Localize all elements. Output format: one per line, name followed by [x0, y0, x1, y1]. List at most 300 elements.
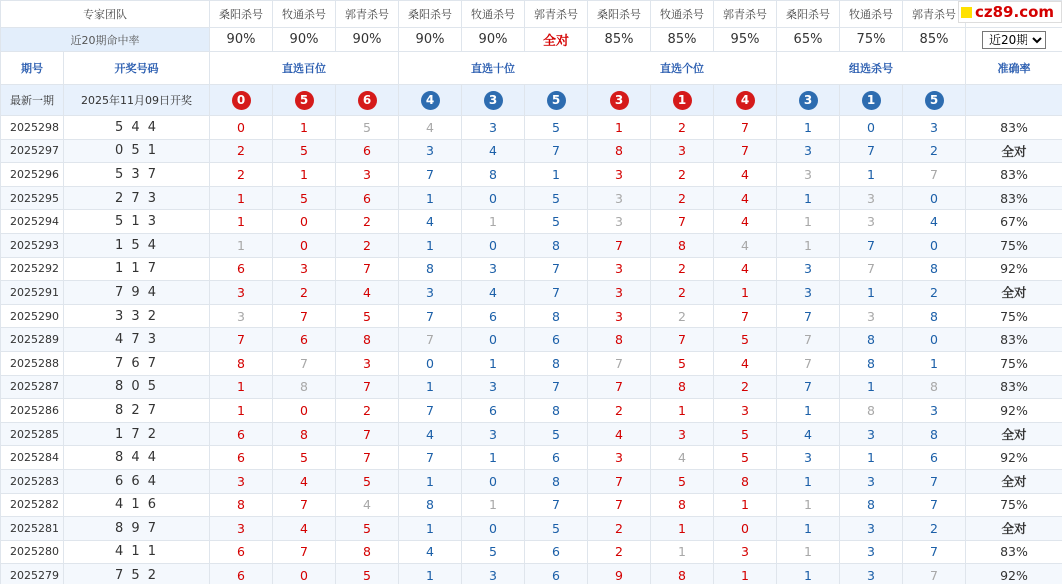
- kill-number-cell: 6: [525, 540, 588, 564]
- hit-rate: 85%: [651, 28, 714, 52]
- kill-number-cell: 3: [588, 186, 651, 210]
- kill-number-cell: 5: [651, 351, 714, 375]
- kill-number-cell: 2: [651, 186, 714, 210]
- draw-numbers: 4 1 6: [64, 493, 210, 517]
- draw-numbers: 3 3 2: [64, 304, 210, 328]
- kill-number-cell: 1: [777, 210, 840, 234]
- accuracy-cell: 83%: [966, 375, 1062, 399]
- draw-numbers: 7 5 2: [64, 564, 210, 584]
- kill-number-cell: 7: [588, 375, 651, 399]
- issue-number: 2025286: [1, 399, 64, 423]
- draw-numbers: 6 6 4: [64, 469, 210, 493]
- kill-number-cell: 7: [840, 233, 903, 257]
- latest-ball-cell: [462, 85, 525, 116]
- kill-number-cell: 5: [273, 139, 336, 163]
- kill-number-cell: 7: [525, 375, 588, 399]
- kill-number-cell: 5: [273, 446, 336, 470]
- column-header-row: [1, 52, 1062, 85]
- kill-number-cell: 3: [903, 399, 966, 423]
- expert-name: 牧通杀号: [273, 1, 336, 28]
- kill-number-cell: 3: [462, 257, 525, 281]
- latest-label: 最新一期: [1, 85, 64, 116]
- hit-rate: 85%: [903, 28, 966, 52]
- draw-numbers: 0 5 1: [64, 139, 210, 163]
- kill-number-cell: 1: [777, 233, 840, 257]
- kill-number-cell: 1: [210, 375, 273, 399]
- table-row: [1, 281, 1062, 305]
- kill-number-cell: 8: [651, 233, 714, 257]
- col-issue: 期号: [1, 52, 64, 85]
- kill-number-cell: 4: [777, 422, 840, 446]
- kill-number-cell: 3: [840, 469, 903, 493]
- kill-number-cell: 3: [651, 139, 714, 163]
- issue-number: 2025291: [1, 281, 64, 305]
- kill-number-cell: 7: [399, 163, 462, 187]
- hit-rate: 85%: [588, 28, 651, 52]
- kill-number-cell: 4: [714, 163, 777, 187]
- table-row: [1, 328, 1062, 352]
- issue-number: 2025293: [1, 233, 64, 257]
- kill-number-cell: 4: [336, 281, 399, 305]
- draw-numbers: 8 4 4: [64, 446, 210, 470]
- kill-number-cell: 5: [336, 517, 399, 541]
- kill-number-cell: 0: [399, 351, 462, 375]
- number-ball: 5: [295, 91, 314, 110]
- accuracy-cell: 75%: [966, 304, 1062, 328]
- latest-row: [1, 85, 1062, 116]
- issue-number: 2025298: [1, 116, 64, 140]
- kill-number-cell: 7: [399, 446, 462, 470]
- kill-number-cell: 0: [462, 328, 525, 352]
- kill-number-cell: 0: [273, 233, 336, 257]
- issue-number: 2025296: [1, 163, 64, 187]
- kill-number-cell: 3: [588, 304, 651, 328]
- table-row: [1, 116, 1062, 140]
- kill-number-cell: 1: [210, 210, 273, 234]
- kill-number-cell: 7: [399, 399, 462, 423]
- kill-number-cell: 4: [903, 210, 966, 234]
- kill-number-cell: 4: [588, 422, 651, 446]
- kill-number-cell: 5: [273, 186, 336, 210]
- kill-number-cell: 3: [588, 257, 651, 281]
- issue-number: 2025297: [1, 139, 64, 163]
- table-row: [1, 564, 1062, 584]
- kill-number-cell: 7: [336, 422, 399, 446]
- team-label: 专家团队: [1, 1, 210, 28]
- kill-number-cell: 3: [462, 116, 525, 140]
- col-units: 直选个位: [588, 52, 777, 85]
- kill-number-cell: 1: [840, 163, 903, 187]
- accuracy-cell: 83%: [966, 116, 1062, 140]
- kill-number-cell: 3: [210, 517, 273, 541]
- kill-number-cell: 8: [588, 139, 651, 163]
- kill-number-cell: 5: [714, 328, 777, 352]
- kill-number-cell: 2: [210, 163, 273, 187]
- draw-numbers: 2 7 3: [64, 186, 210, 210]
- kill-number-cell: 8: [525, 351, 588, 375]
- issue-number: 2025289: [1, 328, 64, 352]
- kill-number-cell: 3: [840, 517, 903, 541]
- table-row: [1, 375, 1062, 399]
- accuracy-cell: 92%: [966, 564, 1062, 584]
- draw-numbers: 5 4 4: [64, 116, 210, 140]
- kill-number-cell: 8: [714, 469, 777, 493]
- kill-number-cell: 4: [462, 139, 525, 163]
- period-select-cell: [966, 28, 1062, 52]
- kill-number-cell: 2: [651, 304, 714, 328]
- draw-numbers: 4 1 1: [64, 540, 210, 564]
- kill-number-cell: 7: [840, 257, 903, 281]
- latest-ball-cell: [336, 85, 399, 116]
- kill-number-cell: 4: [714, 233, 777, 257]
- kill-number-cell: 3: [210, 281, 273, 305]
- kill-number-cell: 0: [903, 328, 966, 352]
- kill-number-cell: 3: [210, 304, 273, 328]
- kill-number-cell: 7: [525, 493, 588, 517]
- table-row: [1, 233, 1062, 257]
- number-ball: 5: [925, 91, 944, 110]
- kill-number-cell: 7: [210, 328, 273, 352]
- kill-number-cell: 8: [840, 399, 903, 423]
- table-row: [1, 493, 1062, 517]
- accuracy-cell: 全对: [966, 139, 1062, 163]
- kill-number-cell: 7: [651, 328, 714, 352]
- kill-number-cell: 3: [840, 540, 903, 564]
- kill-number-cell: 6: [336, 186, 399, 210]
- expert-row: [1, 1, 1062, 28]
- kill-number-cell: 8: [651, 564, 714, 584]
- latest-ball-cell: [840, 85, 903, 116]
- kill-number-cell: 1: [399, 375, 462, 399]
- kill-number-cell: 3: [336, 163, 399, 187]
- accuracy-cell: 92%: [966, 446, 1062, 470]
- kill-number-cell: 1: [714, 564, 777, 584]
- latest-ball-cell: [273, 85, 336, 116]
- kill-number-cell: 0: [714, 517, 777, 541]
- latest-date: 2025年11月09日开奖: [64, 85, 210, 116]
- accuracy-cell: 83%: [966, 163, 1062, 187]
- kill-number-cell: 0: [840, 116, 903, 140]
- kill-number-cell: 2: [903, 139, 966, 163]
- kill-number-cell: 7: [399, 328, 462, 352]
- kill-number-cell: 2: [588, 399, 651, 423]
- kill-number-cell: 8: [462, 163, 525, 187]
- table-row: [1, 351, 1062, 375]
- kill-number-cell: 1: [588, 116, 651, 140]
- col-accuracy: 准确率: [966, 52, 1062, 85]
- kill-number-cell: 7: [273, 351, 336, 375]
- accuracy-cell: 75%: [966, 493, 1062, 517]
- kill-number-cell: 1: [903, 351, 966, 375]
- kill-number-cell: 1: [840, 281, 903, 305]
- kill-number-cell: 7: [588, 469, 651, 493]
- kill-number-cell: 8: [210, 351, 273, 375]
- kill-number-cell: 3: [651, 422, 714, 446]
- kill-number-cell: 8: [840, 328, 903, 352]
- kill-number-cell: 3: [399, 139, 462, 163]
- table-row: [1, 517, 1062, 541]
- kill-number-cell: 3: [273, 257, 336, 281]
- kill-number-cell: 7: [273, 493, 336, 517]
- kill-number-cell: 2: [336, 399, 399, 423]
- kill-number-cell: 2: [336, 210, 399, 234]
- kill-number-cell: 4: [273, 469, 336, 493]
- logo-text: cz89.com: [975, 3, 1055, 21]
- accuracy-cell: 83%: [966, 328, 1062, 352]
- kill-number-cell: 1: [273, 163, 336, 187]
- kill-number-cell: 2: [903, 517, 966, 541]
- kill-number-cell: 2: [651, 281, 714, 305]
- kill-number-cell: 1: [210, 186, 273, 210]
- accuracy-cell: 全对: [966, 281, 1062, 305]
- kill-number-cell: 4: [714, 210, 777, 234]
- kill-number-cell: 7: [588, 493, 651, 517]
- kill-number-cell: 1: [777, 540, 840, 564]
- kill-number-cell: 7: [903, 469, 966, 493]
- kill-number-cell: 0: [273, 399, 336, 423]
- kill-number-cell: 5: [336, 304, 399, 328]
- site-logo[interactable]: [958, 1, 1062, 23]
- kill-number-cell: 7: [525, 281, 588, 305]
- kill-number-cell: 3: [462, 375, 525, 399]
- kill-number-cell: 4: [714, 351, 777, 375]
- kill-number-cell: 8: [840, 493, 903, 517]
- kill-number-cell: 2: [714, 375, 777, 399]
- kill-number-cell: 2: [336, 233, 399, 257]
- kill-number-cell: 3: [588, 163, 651, 187]
- kill-number-cell: 0: [462, 469, 525, 493]
- kill-number-cell: 7: [399, 304, 462, 328]
- kill-number-cell: 2: [903, 281, 966, 305]
- kill-number-cell: 2: [651, 116, 714, 140]
- table-row: [1, 446, 1062, 470]
- kill-number-cell: 1: [210, 399, 273, 423]
- latest-ball-cell: [903, 85, 966, 116]
- kill-number-cell: 6: [903, 446, 966, 470]
- latest-ball-cell: [210, 85, 273, 116]
- kill-number-cell: 0: [273, 210, 336, 234]
- kill-number-cell: 0: [462, 186, 525, 210]
- kill-number-cell: 7: [903, 540, 966, 564]
- kill-number-cell: 3: [210, 469, 273, 493]
- kill-number-cell: 7: [714, 116, 777, 140]
- kill-number-cell: 8: [651, 493, 714, 517]
- table-row: [1, 186, 1062, 210]
- hit-rate: 65%: [777, 28, 840, 52]
- kill-number-cell: 7: [903, 493, 966, 517]
- kill-number-cell: 8: [210, 493, 273, 517]
- draw-numbers: 1 5 4: [64, 233, 210, 257]
- kill-number-cell: 7: [777, 351, 840, 375]
- kill-number-cell: 5: [714, 422, 777, 446]
- kill-number-cell: 1: [399, 517, 462, 541]
- number-ball: 4: [736, 91, 755, 110]
- kill-number-cell: 5: [336, 564, 399, 584]
- period-select[interactable]: [982, 31, 1046, 49]
- kill-number-cell: 8: [903, 257, 966, 281]
- kill-number-cell: 3: [777, 139, 840, 163]
- kill-number-cell: 8: [525, 399, 588, 423]
- draw-numbers: 1 7 2: [64, 422, 210, 446]
- kill-number-cell: 4: [462, 281, 525, 305]
- expert-name: 桑阳杀号: [399, 1, 462, 28]
- kill-number-cell: 3: [903, 116, 966, 140]
- expert-name: 牧通杀号: [840, 1, 903, 28]
- kill-number-cell: 1: [462, 446, 525, 470]
- kill-number-cell: 7: [336, 375, 399, 399]
- draw-numbers: 5 3 7: [64, 163, 210, 187]
- col-hundreds: 直选百位: [210, 52, 399, 85]
- kill-number-cell: 6: [336, 139, 399, 163]
- accuracy-cell: 92%: [966, 257, 1062, 281]
- draw-numbers: 8 9 7: [64, 517, 210, 541]
- table-row: [1, 399, 1062, 423]
- kill-number-cell: 8: [903, 422, 966, 446]
- kill-number-cell: 6: [210, 422, 273, 446]
- issue-number: 2025281: [1, 517, 64, 541]
- kill-number-cell: 1: [840, 446, 903, 470]
- kill-number-cell: 2: [588, 517, 651, 541]
- issue-number: 2025292: [1, 257, 64, 281]
- kill-number-cell: 3: [714, 540, 777, 564]
- kill-number-cell: 1: [210, 233, 273, 257]
- number-ball: 1: [673, 91, 692, 110]
- kill-number-cell: 6: [210, 564, 273, 584]
- kill-number-cell: 1: [651, 540, 714, 564]
- issue-number: 2025283: [1, 469, 64, 493]
- kill-number-cell: 1: [399, 186, 462, 210]
- kill-number-cell: 8: [903, 304, 966, 328]
- kill-number-cell: 6: [525, 564, 588, 584]
- kill-number-cell: 1: [777, 469, 840, 493]
- expert-name: 郭青杀号: [903, 1, 966, 28]
- kill-number-cell: 7: [336, 446, 399, 470]
- kill-number-cell: 7: [714, 304, 777, 328]
- draw-numbers: 7 9 4: [64, 281, 210, 305]
- kill-number-cell: 4: [399, 210, 462, 234]
- kill-number-cell: 7: [588, 233, 651, 257]
- kill-number-cell: 1: [462, 210, 525, 234]
- kill-number-cell: 7: [777, 375, 840, 399]
- kill-number-cell: 1: [651, 399, 714, 423]
- kill-number-cell: 1: [399, 233, 462, 257]
- issue-number: 2025288: [1, 351, 64, 375]
- kill-number-cell: 3: [714, 399, 777, 423]
- draw-numbers: 4 7 3: [64, 328, 210, 352]
- latest-ball-cell: [588, 85, 651, 116]
- accuracy-cell: 全对: [966, 469, 1062, 493]
- kill-number-cell: 1: [777, 116, 840, 140]
- kill-number-cell: 7: [777, 304, 840, 328]
- col-tens: 直选十位: [399, 52, 588, 85]
- kill-number-cell: 1: [462, 351, 525, 375]
- draw-numbers: 1 1 7: [64, 257, 210, 281]
- kill-number-cell: 6: [525, 328, 588, 352]
- kill-number-cell: 7: [840, 139, 903, 163]
- number-ball: 0: [232, 91, 251, 110]
- kill-number-cell: 8: [588, 328, 651, 352]
- kill-number-cell: 3: [777, 281, 840, 305]
- kill-number-cell: 2: [651, 257, 714, 281]
- issue-number: 2025295: [1, 186, 64, 210]
- kill-number-cell: 7: [903, 163, 966, 187]
- kill-number-cell: 7: [651, 210, 714, 234]
- table-row: [1, 422, 1062, 446]
- kill-number-cell: 4: [651, 446, 714, 470]
- hit-rate-label: 近20期命中率: [1, 28, 210, 52]
- latest-ball-cell: [714, 85, 777, 116]
- kill-number-cell: 2: [651, 163, 714, 187]
- kill-number-cell: 1: [714, 493, 777, 517]
- kill-number-cell: 7: [588, 351, 651, 375]
- number-ball: 5: [547, 91, 566, 110]
- number-ball: 3: [610, 91, 629, 110]
- logo-square-icon: [961, 7, 972, 18]
- kill-number-cell: 7: [273, 540, 336, 564]
- table-row: [1, 139, 1062, 163]
- hit-rate: 90%: [462, 28, 525, 52]
- kill-number-cell: 1: [399, 564, 462, 584]
- kill-number-cell: 8: [525, 469, 588, 493]
- draw-numbers: 8 0 5: [64, 375, 210, 399]
- kill-number-cell: 1: [777, 493, 840, 517]
- kill-number-cell: 7: [714, 139, 777, 163]
- accuracy-cell: 75%: [966, 351, 1062, 375]
- kill-number-cell: 7: [525, 139, 588, 163]
- kill-number-cell: 4: [336, 493, 399, 517]
- kill-number-cell: 5: [651, 469, 714, 493]
- kill-number-cell: 0: [903, 233, 966, 257]
- table-row: [1, 163, 1062, 187]
- kill-number-cell: 4: [273, 517, 336, 541]
- accuracy-cell: 全对: [966, 422, 1062, 446]
- kill-number-cell: 5: [525, 422, 588, 446]
- kill-number-cell: 1: [651, 517, 714, 541]
- kill-number-cell: 2: [210, 139, 273, 163]
- kill-number-cell: 4: [714, 257, 777, 281]
- kill-number-cell: 4: [399, 540, 462, 564]
- kill-number-cell: 3: [588, 281, 651, 305]
- kill-number-cell: 3: [840, 564, 903, 584]
- kill-number-cell: 4: [714, 186, 777, 210]
- hit-rate: 全对: [525, 28, 588, 52]
- expert-name: 郭青杀号: [714, 1, 777, 28]
- latest-ball-cell: [525, 85, 588, 116]
- accuracy-cell: 83%: [966, 540, 1062, 564]
- kill-number-cell: 8: [525, 304, 588, 328]
- kill-number-cell: 3: [462, 422, 525, 446]
- draw-numbers: 8 2 7: [64, 399, 210, 423]
- kill-number-cell: 5: [714, 446, 777, 470]
- expert-name: 牧通杀号: [462, 1, 525, 28]
- kill-number-cell: 7: [336, 257, 399, 281]
- hit-rate: 90%: [273, 28, 336, 52]
- kill-number-cell: 6: [462, 304, 525, 328]
- kill-number-cell: 8: [336, 540, 399, 564]
- latest-ball-cell: [777, 85, 840, 116]
- kill-number-cell: 5: [525, 210, 588, 234]
- kill-number-cell: 8: [273, 375, 336, 399]
- kill-number-cell: 7: [525, 257, 588, 281]
- hit-rate: 90%: [399, 28, 462, 52]
- kill-number-cell: 1: [273, 116, 336, 140]
- table-row: [1, 469, 1062, 493]
- kill-number-cell: 0: [462, 233, 525, 257]
- kill-number-cell: 5: [525, 517, 588, 541]
- kill-number-cell: 8: [840, 351, 903, 375]
- kill-number-cell: 1: [777, 186, 840, 210]
- latest-ball-cell: [399, 85, 462, 116]
